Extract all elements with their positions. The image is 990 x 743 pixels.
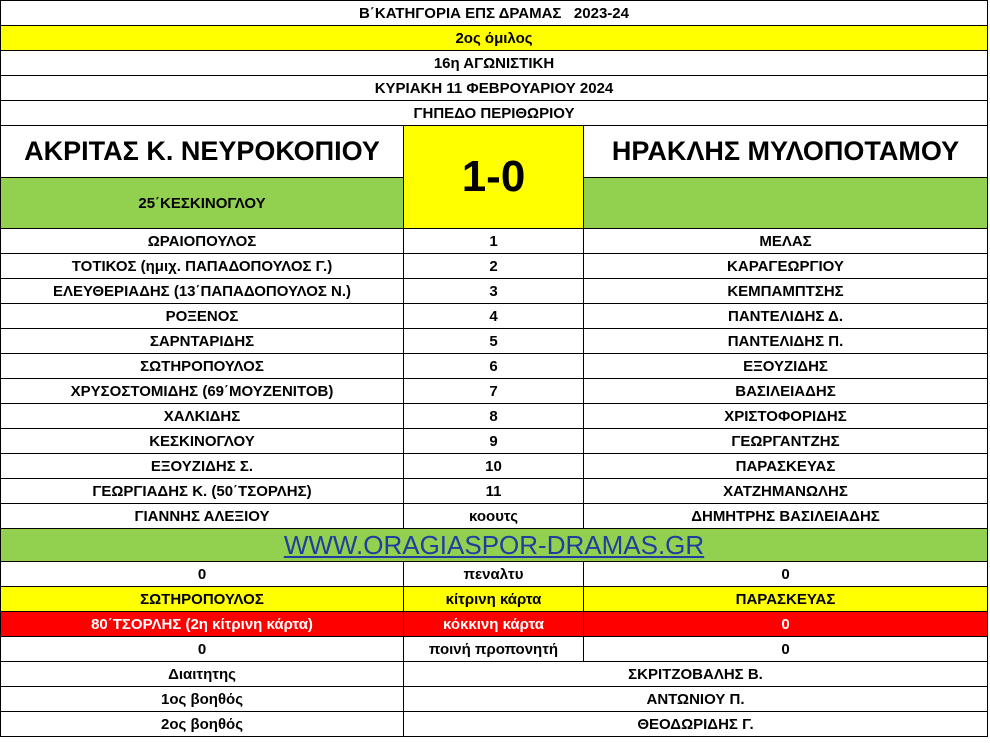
shirt-number: 9 <box>404 429 584 454</box>
shirt-number: 3 <box>404 279 584 304</box>
lineup-row <box>1 429 988 454</box>
home-player: ΕΛΕΥΘΕΡΙΑΔΗΣ (13΄ΠΑΠΑΔΟΠΟΥΛΟΣ Ν.) <box>1 279 404 304</box>
official-name: ΣΚΡΙΤΖΟΒΑΛΗΣ Β. <box>404 662 988 687</box>
shirt-number: 7 <box>404 379 584 404</box>
away-stat: ΠΑΡΑΣΚΕΥΑΣ <box>584 587 988 612</box>
home-player: ΡΟΞΕΝΟΣ <box>1 304 404 329</box>
lineup-row <box>1 229 988 254</box>
lineup-row <box>1 254 988 279</box>
shirt-number: 1 <box>404 229 584 254</box>
final-score: 1-0 <box>404 126 584 229</box>
away-player: ΠΑΡΑΣΚΕΥΑΣ <box>584 454 988 479</box>
away-player: ΒΑΣΙΛΕΙΑΔΗΣ <box>584 379 988 404</box>
stat-label: ποινή προπονητή <box>404 637 584 662</box>
lineup-row <box>1 504 988 529</box>
shirt-number: 8 <box>404 404 584 429</box>
stat-row <box>1 637 988 662</box>
home-player: ΣΩΤΗΡΟΠΟΥΛΟΣ <box>1 354 404 379</box>
shirt-number: 4 <box>404 304 584 329</box>
lineup-row <box>1 404 988 429</box>
lineup-row <box>1 354 988 379</box>
shirt-number: 10 <box>404 454 584 479</box>
home-team-name: ΑΚΡΙΤΑΣ Κ. ΝΕΥΡΟΚΟΠΙΟΥ <box>1 126 404 178</box>
stat-label: κίτρινη κάρτα <box>404 587 584 612</box>
home-player: ΣΑΡΝΤΑΡΙΔΗΣ <box>1 329 404 354</box>
official-name: ΘΕΟΔΩΡΙΔΗΣ Γ. <box>404 712 988 737</box>
home-scorers: 25΄ΚΕΣΚΙΝΟΓΛΟΥ <box>1 178 404 229</box>
away-player: ΓΕΩΡΓΑΝΤΖΗΣ <box>584 429 988 454</box>
venue-label: ΓΗΠΕΔΟ ΠΕΡΙΘΩΡΙΟΥ <box>1 101 988 126</box>
official-row <box>1 712 988 737</box>
away-player: ΧΡΙΣΤΟΦΟΡΙΔΗΣ <box>584 404 988 429</box>
away-team-name: ΗΡΑΚΛΗΣ ΜΥΛΟΠΟΤΑΜΟΥ <box>584 126 988 178</box>
lineup-row <box>1 329 988 354</box>
lineup-row <box>1 279 988 304</box>
away-player: ΚΑΡΑΓΕΩΡΓΙΟΥ <box>584 254 988 279</box>
shirt-number: 6 <box>404 354 584 379</box>
round-label: 16η ΑΓΩΝΙΣΤΙΚΗ <box>1 51 988 76</box>
shirt-number: κοουτς <box>404 504 584 529</box>
official-role: 1ος βοηθός <box>1 687 404 712</box>
away-stat: 0 <box>584 612 988 637</box>
competition-title: Β΄ΚΑΤΗΓΟΡΙΑ ΕΠΣ ΔΡΑΜΑΣ 2023-24 <box>1 1 988 26</box>
lineup-row <box>1 479 988 504</box>
away-player: ΔΗΜΗΤΡΗΣ ΒΑΣΙΛΕΙΑΔΗΣ <box>584 504 988 529</box>
home-player: ΓΙΑΝΝΗΣ ΑΛΕΞΙΟΥ <box>1 504 404 529</box>
home-player: ΕΞΟΥΖΙΔΗΣ Σ. <box>1 454 404 479</box>
home-stat: 0 <box>1 562 404 587</box>
stat-row <box>1 612 988 637</box>
away-player: ΧΑΤΖΗΜΑΝΩΛΗΣ <box>584 479 988 504</box>
stat-row <box>1 587 988 612</box>
official-role: Διαιτητης <box>1 662 404 687</box>
home-stat: 80΄ΤΣΟΡΛΗΣ (2η κίτρινη κάρτα) <box>1 612 404 637</box>
away-scorers <box>584 178 988 229</box>
away-stat: 0 <box>584 562 988 587</box>
home-player: ΤΟΤΙΚΟΣ (ημιχ. ΠΑΠΑΔΟΠΟΥΛΟΣ Γ.) <box>1 254 404 279</box>
lineup-row <box>1 304 988 329</box>
home-player: ΧΡΥΣΟΣΤΟΜΙΔΗΣ (69΄ΜΟΥΖΕΝΙΤΟΒ) <box>1 379 404 404</box>
stat-label: κόκκινη κάρτα <box>404 612 584 637</box>
home-player: ΩΡΑΙΟΠΟΥΛΟΣ <box>1 229 404 254</box>
website-row <box>1 529 988 562</box>
lineup-row <box>1 454 988 479</box>
official-name: ΑΝΤΩΝΙΟΥ Π. <box>404 687 988 712</box>
stat-label: πεναλτυ <box>404 562 584 587</box>
away-stat: 0 <box>584 637 988 662</box>
home-stat: ΣΩΤΗΡΟΠΟΥΛΟΣ <box>1 587 404 612</box>
away-player: ΠΑΝΤΕΛΙΔΗΣ Π. <box>584 329 988 354</box>
home-stat: 0 <box>1 637 404 662</box>
shirt-number: 11 <box>404 479 584 504</box>
official-role: 2ος βοηθός <box>1 712 404 737</box>
away-player: ΕΞΟΥΖΙΔΗΣ <box>584 354 988 379</box>
stat-row <box>1 562 988 587</box>
shirt-number: 2 <box>404 254 584 279</box>
lineup-row <box>1 379 988 404</box>
home-player: ΧΑΛΚΙΔΗΣ <box>1 404 404 429</box>
away-player: ΜΕΛΑΣ <box>584 229 988 254</box>
home-player: ΚΕΣΚΙΝΟΓΛΟΥ <box>1 429 404 454</box>
match-date: ΚΥΡΙΑΚΗ 11 ΦΕΒΡΟΥΑΡΙΟΥ 2024 <box>1 76 988 101</box>
away-player: ΠΑΝΤΕΛΙΔΗΣ Δ. <box>584 304 988 329</box>
website-link[interactable]: WWW.ORAGIASPOR-DRAMAS.GR <box>1 529 988 562</box>
home-player: ΓΕΩΡΓΙΑΔΗΣ Κ. (50΄ΤΣΟΡΛΗΣ) <box>1 479 404 504</box>
shirt-number: 5 <box>404 329 584 354</box>
official-row <box>1 662 988 687</box>
group-label: 2ος όμιλος <box>1 26 988 51</box>
away-player: ΚΕΜΠΑΜΠΤΣΗΣ <box>584 279 988 304</box>
official-row <box>1 687 988 712</box>
